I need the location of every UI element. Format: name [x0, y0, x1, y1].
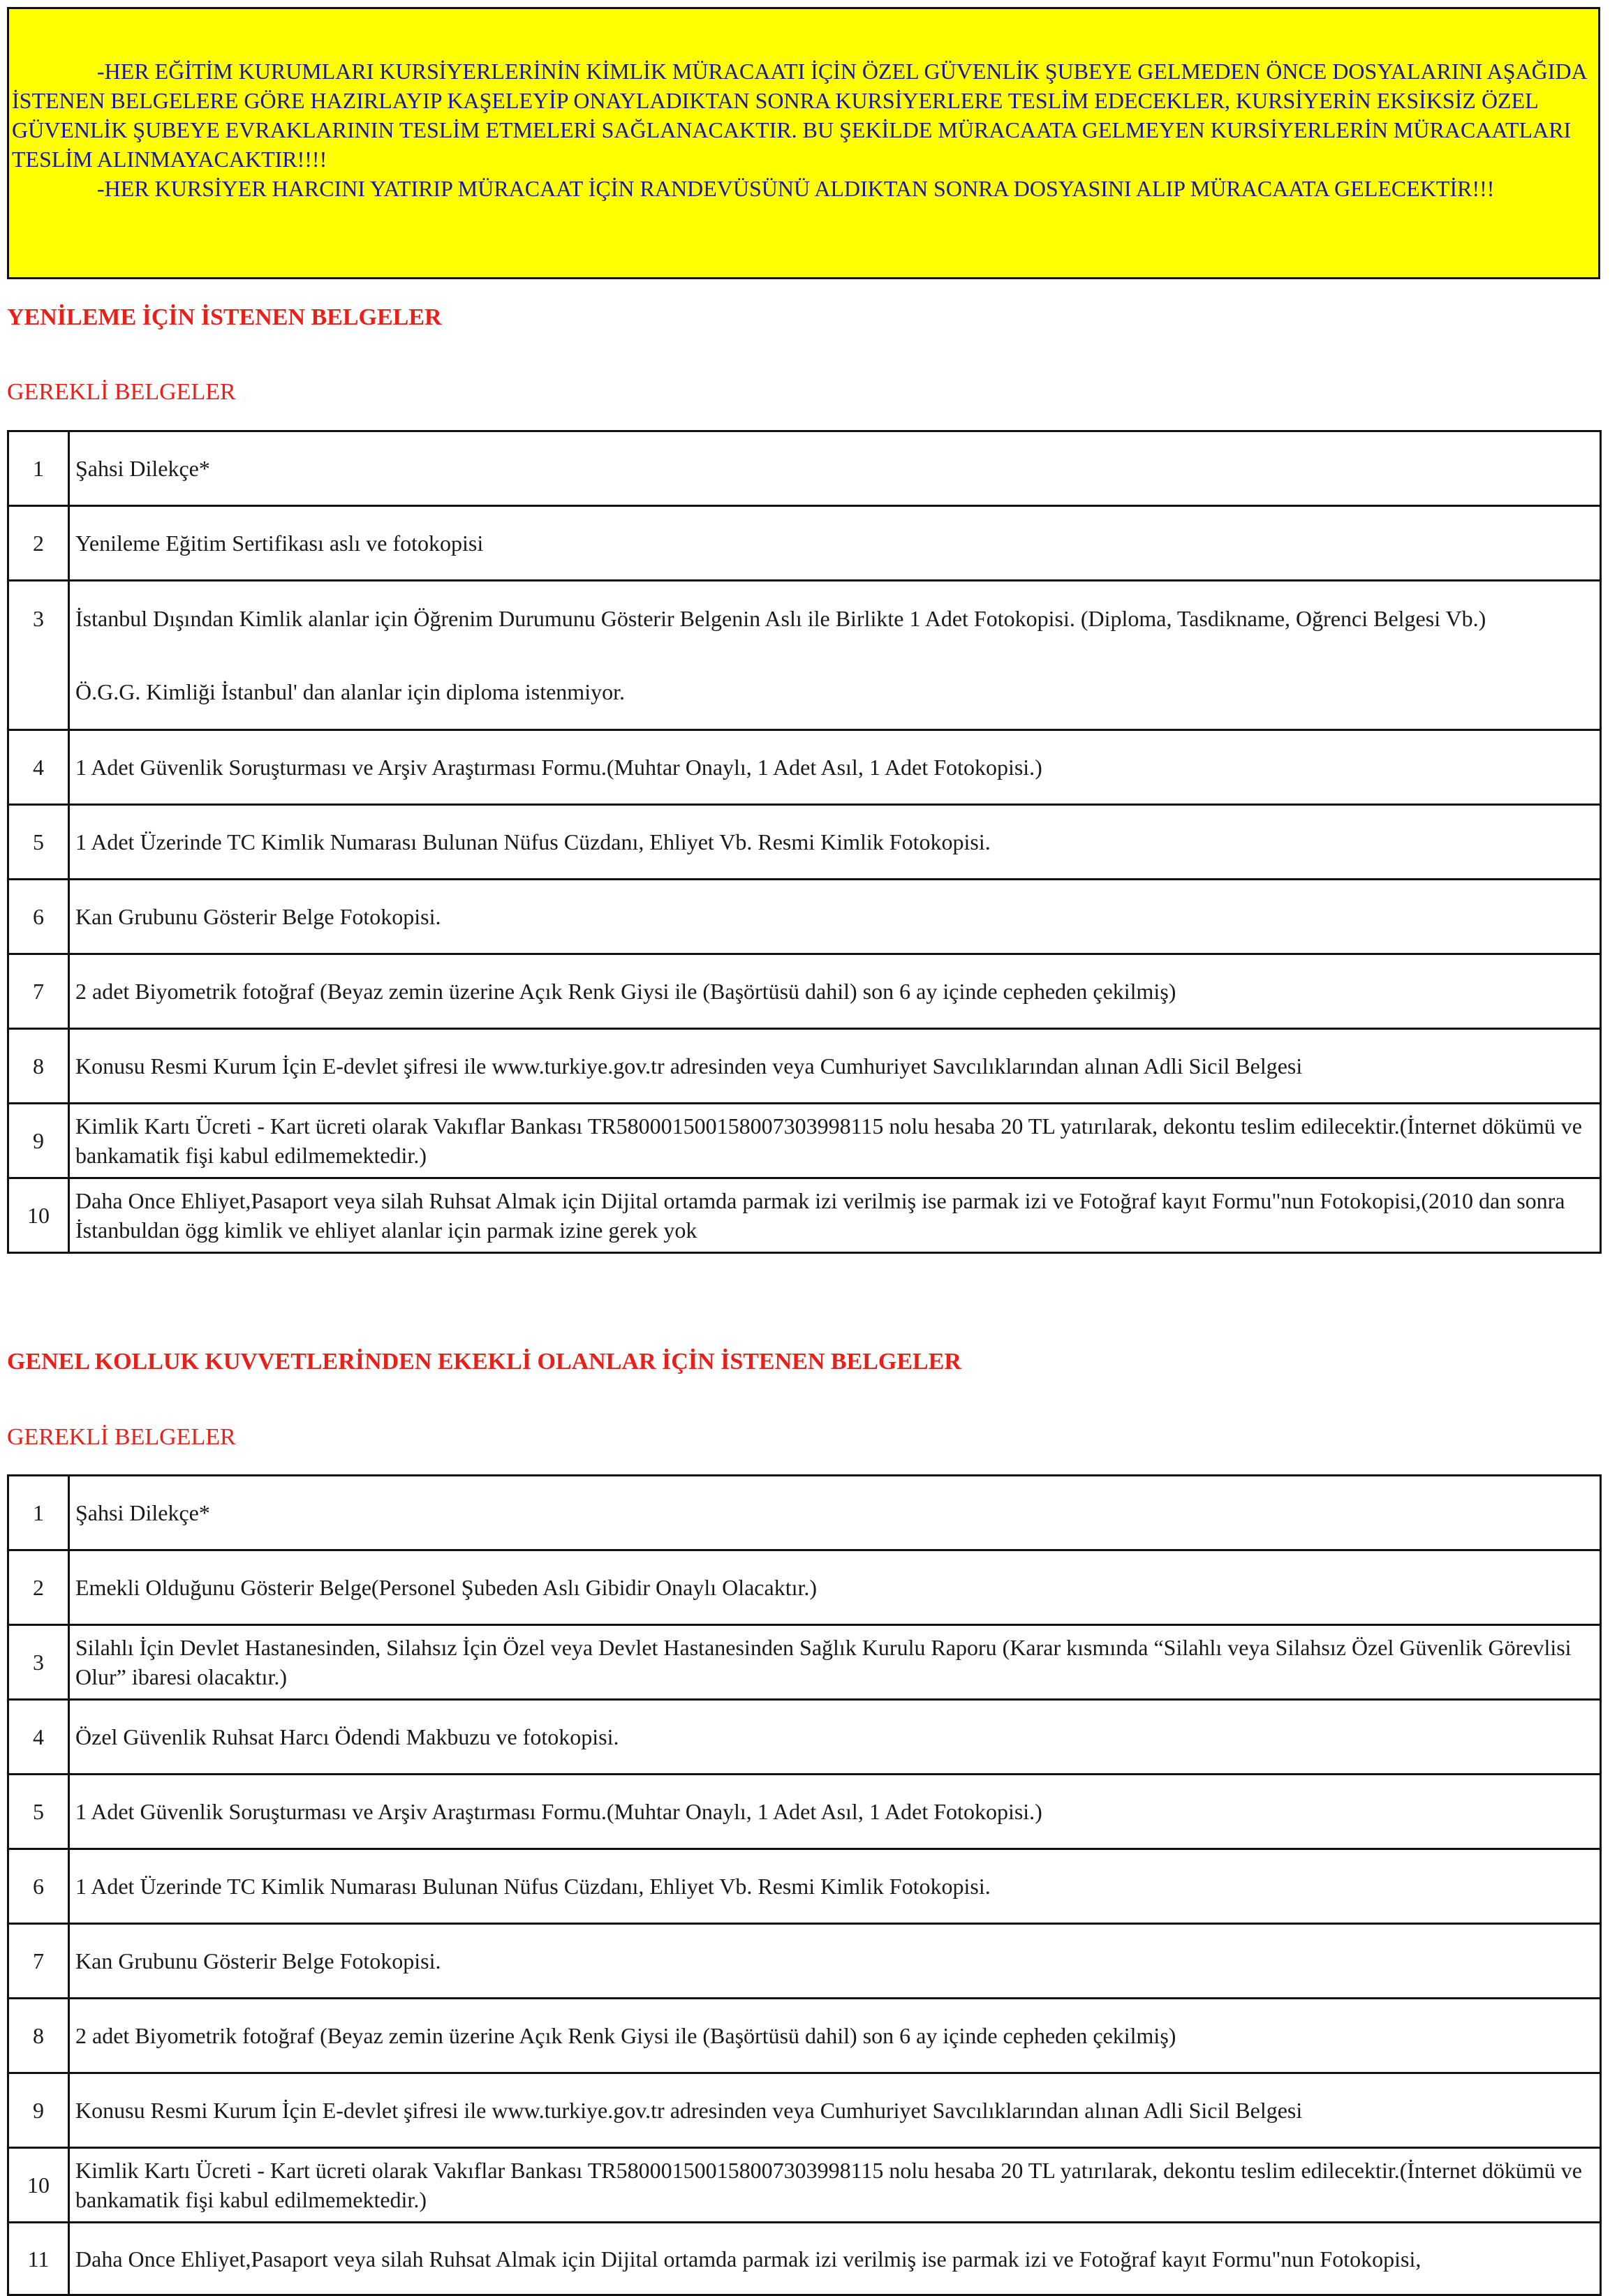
- row-number: 4: [8, 730, 69, 805]
- row-text: Yenileme Eğitim Sertifikası aslı ve fotokopisi: [69, 506, 1601, 581]
- table-row: [8, 2148, 1601, 2223]
- notice-box: [7, 7, 1600, 279]
- table-row: [8, 2223, 1601, 2295]
- row-number: 9: [8, 1104, 69, 1178]
- table-row: [8, 1178, 1601, 1253]
- retired-required-docs-label: GEREKLİ BELGELER: [7, 1424, 236, 1450]
- row-text: Silahlı İçin Devlet Hastanesinden, Silahsız İçin Özel veya Devlet Hastanesinden Sağlık Kurulu Raporu (Karar kısmında “Silahlı veya Silahsız Özel Güvenlik Görevlisi Olur” ibaresi olacaktır.): [69, 1625, 1601, 1700]
- retired-section-title: GENEL KOLLUK KUVVETLERİNDEN EKEKLİ OLANLAR İÇİN İSTENEN BELGELER: [7, 1349, 961, 1375]
- table-row: [8, 1700, 1601, 1775]
- table-row: [8, 1476, 1601, 1550]
- row-text: 2 adet Biyometrik fotoğraf (Beyaz zemin üzerine Açık Renk Giysi ile (Başörtüsü dahil) son 6 ay içinde cepheden çekilmiş): [69, 1999, 1601, 2073]
- table-row: [8, 431, 1601, 506]
- renewal-documents-table: [7, 430, 1602, 1254]
- table-row: [8, 1849, 1601, 1924]
- row-number: 10: [8, 2148, 69, 2223]
- row-text: Şahsi Dilekçe*: [69, 1476, 1601, 1550]
- row-number: 4: [8, 1700, 69, 1775]
- row-number: 3: [8, 1625, 69, 1700]
- row-number: 2: [8, 1550, 69, 1625]
- row-text: Kimlik Kartı Ücreti - Kart ücreti olarak Vakıflar Bankası TR580001500158007303998115 nolu hesaba 20 TL yatırılarak, dekontu teslim edilecektir.(İnternet dökümü ve bankamatik fişi kabul edilmemektedir.): [69, 2148, 1601, 2223]
- renewal-required-docs-label: GEREKLİ BELGELER: [7, 379, 236, 405]
- table-row: [8, 506, 1601, 581]
- row-text: Emekli Olduğunu Gösterir Belge(Personel Şubeden Aslı Gibidir Onaylı Olacaktır.): [69, 1550, 1601, 1625]
- row-number: 8: [8, 1999, 69, 2073]
- table-row: [8, 880, 1601, 954]
- renewal-section-title: YENİLEME İÇİN İSTENEN BELGELER: [7, 304, 442, 330]
- table-row: [8, 1775, 1601, 1849]
- table-row: [8, 954, 1601, 1029]
- row-number: 1: [8, 431, 69, 506]
- row-number: 5: [8, 805, 69, 880]
- row-text: Kan Grubunu Gösterir Belge Fotokopisi.: [69, 880, 1601, 954]
- table-row: [8, 1924, 1601, 1999]
- row-text: Daha Once Ehliyet,Pasaport veya silah Ruhsat Almak için Dijital ortamda parmak izi verilmiş ise parmak izi ve Fotoğraf kayıt Formu"nun Fotokopisi,(2010 dan sonra İstanbuldan ögg kimlik ve ehliyet alanlar için parmak izine gerek yok: [69, 1178, 1601, 1253]
- table-row: [8, 1625, 1601, 1700]
- table-row: [8, 1029, 1601, 1104]
- table-row: [8, 730, 1601, 805]
- row-text: Ö.G.G. Kimliği İstanbul' dan alanlar için diploma istenmiyor.: [69, 656, 1601, 730]
- row-number: 8: [8, 1029, 69, 1104]
- row-text: Kan Grubunu Gösterir Belge Fotokopisi.: [69, 1924, 1601, 1999]
- row-text: 1 Adet Güvenlik Soruşturması ve Arşiv Araştırması Formu.(Muhtar Onaylı, 1 Adet Asıl, 1 Adet Fotokopisi.): [69, 1775, 1601, 1849]
- row-text: 1 Adet Üzerinde TC Kimlik Numarası Bulunan Nüfus Cüzdanı, Ehliyet Vb. Resmi Kimlik Fotokopisi.: [69, 805, 1601, 880]
- row-number: [8, 656, 69, 730]
- notice-paragraph-1: -HER EĞİTİM KURUMLARI KURSİYERLERİNİN KİMLİK MÜRACAATI İÇİN ÖZEL GÜVENLİK ŞUBEYE GELMEDEN ÖNCE DOSYALARINI AŞAĞIDA İSTENEN BELGELERE GÖRE HAZIRLAYIP KAŞELEYİP ONAYLADIKTAN SONRA KURSİYERLERE TESLİM EDECEKLER, KURSİYERİN EKSİKSİZ ÖZEL GÜVENLİK ŞUBEYE EVRAKLARININ TESLİM ETMELERİ SAĞLANACAKTIR. BU ŞEKİLDE MÜRACAATA GELMEYEN KURSİYERLERİN MÜRACAATLARI TESLİM ALINMAYACAKTIR!!!!: [12, 59, 1586, 172]
- row-number: 6: [8, 1849, 69, 1924]
- notice-paragraph-2: -HER KURSİYER HARCINI YATIRIP MÜRACAAT İÇİN RANDEVÜSÜNÜ ALDIKTAN SONRA DOSYASINI ALIP MÜRACAATA GELECEKTİR!!!: [97, 176, 1495, 201]
- row-number: 7: [8, 954, 69, 1029]
- row-number: 7: [8, 1924, 69, 1999]
- row-text: 1 Adet Üzerinde TC Kimlik Numarası Bulunan Nüfus Cüzdanı, Ehliyet Vb. Resmi Kimlik Fotokopisi.: [69, 1849, 1601, 1924]
- row-number: 3: [8, 581, 69, 656]
- table-row: [8, 805, 1601, 880]
- row-number: 10: [8, 1178, 69, 1253]
- row-text: 2 adet Biyometrik fotoğraf (Beyaz zemin üzerine Açık Renk Giysi ile (Başörtüsü dahil) son 6 ay içinde cepheden çekilmiş): [69, 954, 1601, 1029]
- row-number: 2: [8, 506, 69, 581]
- retired-documents-table: [7, 1474, 1602, 2296]
- table-row: [8, 1104, 1601, 1178]
- table-row: [8, 656, 1601, 730]
- row-text: İstanbul Dışından Kimlik alanlar için Öğrenim Durumunu Gösterir Belgenin Aslı ile Birlikte 1 Adet Fotokopisi. (Diploma, Tasdikname, Oğrenci Belgesi Vb.): [69, 581, 1601, 656]
- row-text: Daha Once Ehliyet,Pasaport veya silah Ruhsat Almak için Dijital ortamda parmak izi verilmiş ise parmak izi ve Fotoğraf kayıt Formu"nun Fotokopisi,: [69, 2223, 1601, 2295]
- table-row: [8, 1999, 1601, 2073]
- row-text: 1 Adet Güvenlik Soruşturması ve Arşiv Araştırması Formu.(Muhtar Onaylı, 1 Adet Asıl, 1 Adet Fotokopisi.): [69, 730, 1601, 805]
- row-text: Özel Güvenlik Ruhsat Harcı Ödendi Makbuzu ve fotokopisi.: [69, 1700, 1601, 1775]
- row-number: 1: [8, 1476, 69, 1550]
- row-text: Şahsi Dilekçe*: [69, 431, 1601, 506]
- row-text: Kimlik Kartı Ücreti - Kart ücreti olarak Vakıflar Bankası TR580001500158007303998115 nolu hesaba 20 TL yatırılarak, dekontu teslim edilecektir.(İnternet dökümü ve bankamatik fişi kabul edilmemektedir.): [69, 1104, 1601, 1178]
- table-row: [8, 1550, 1601, 1625]
- row-text: Konusu Resmi Kurum İçin E-devlet şifresi ile www.turkiye.gov.tr adresinden veya Cumhuriyet Savcılıklarından alınan Adli Sicil Belgesi: [69, 1029, 1601, 1104]
- table-row: [8, 581, 1601, 656]
- row-number: 9: [8, 2073, 69, 2148]
- row-number: 6: [8, 880, 69, 954]
- row-text: Konusu Resmi Kurum İçin E-devlet şifresi ile www.turkiye.gov.tr adresinden veya Cumhuriyet Savcılıklarından alınan Adli Sicil Belgesi: [69, 2073, 1601, 2148]
- row-number: 11: [8, 2223, 69, 2295]
- table-row: [8, 2073, 1601, 2148]
- row-number: 5: [8, 1775, 69, 1849]
